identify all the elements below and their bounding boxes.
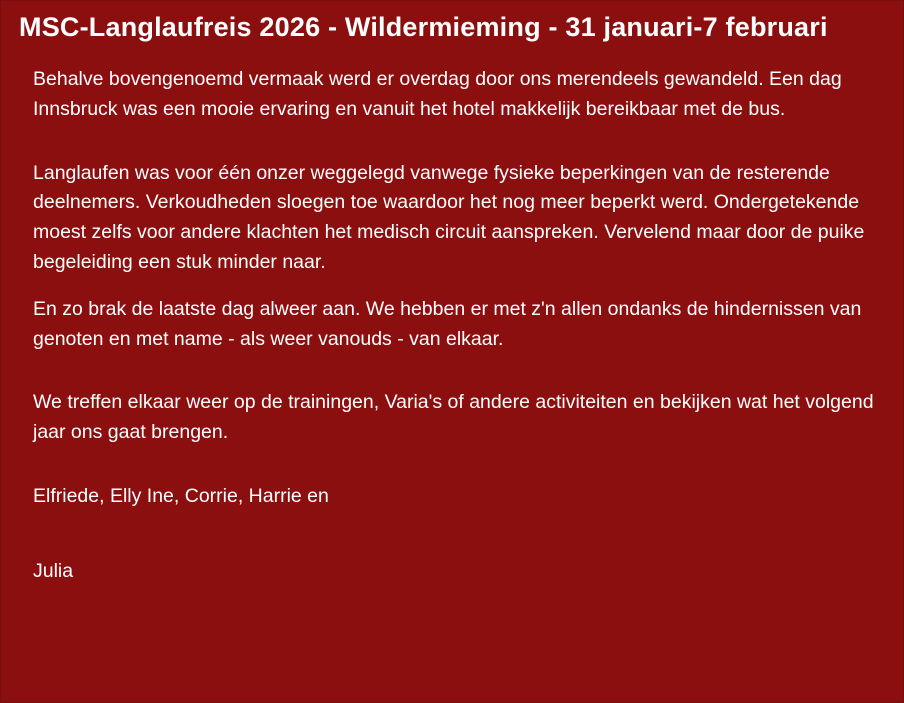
document-body	[1, 43, 903, 587]
signature-last-line: Julia	[33, 560, 74, 583]
paragraph-2: Langlaufen was voor één onzer weggelegd vanwege fysieke beperkingen van de resterende deelnemers. Verkoudheden sloegen toe waardoor het nog meer beperkt werd. Ondergetekende moest zelfs voor andere klachten het medisch circuit aanspreken. Vervelend maar door de puike begeleiding een stuk minder naar.	[33, 161, 865, 273]
page-title: MSC-Langlaufreis 2026 - Wildermieming - 31 januari-7 februari	[19, 12, 828, 42]
signature-line: Elfriede, Elly Ine, Corrie, Harrie en	[33, 484, 329, 507]
paragraph-3: En zo brak de laatste dag alweer aan. We hebben er met z'n allen ondanks de hindernissen van genoten en met name - als weer vanouds - van elkaar.	[33, 298, 862, 350]
paragraph-1: Behalve bovengenoemd vermaak werd er overdag door ons merendeels gewandeld. Een dag Innsbruck was een mooie ervaring en vanuit het hotel makkelijk bereikbaar met de bus.	[33, 68, 842, 121]
paragraph-4: We treffen elkaar weer op de trainingen, Varia's of andere activiteiten en bekijken wat het volgend jaar ons gaat brengen.	[33, 391, 874, 444]
